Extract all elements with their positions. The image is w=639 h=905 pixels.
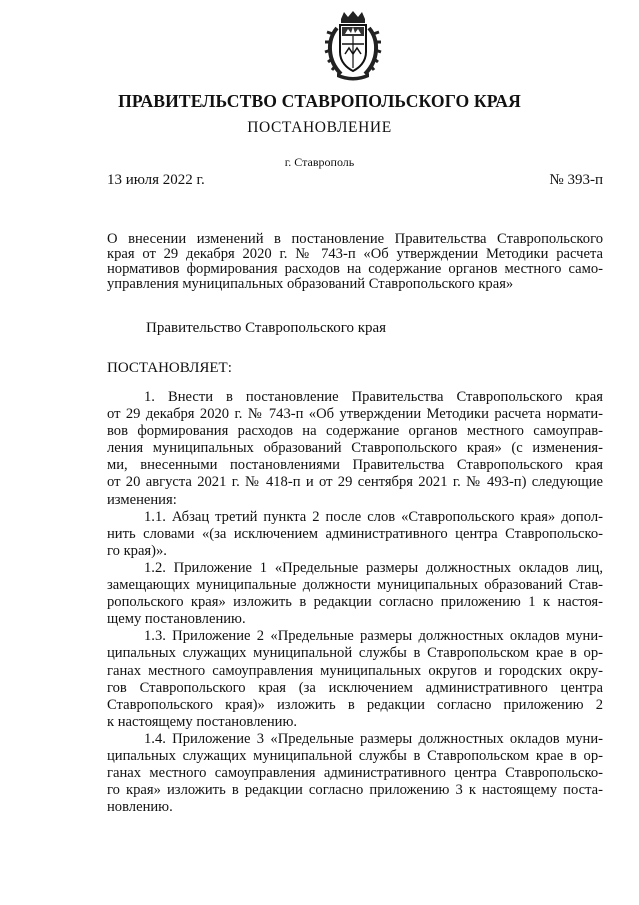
- document-type: ПОСТАНОВЛЕНИЕ: [247, 119, 392, 136]
- body-line: замещающих муниципальные должности муниципальных образований Став-: [107, 577, 603, 594]
- issuing-body: Правительство Ставропольского края: [146, 320, 387, 336]
- body-line: гов Ставропольского края (за исключением административного центра: [107, 679, 603, 696]
- body-line: ления муниципальных образований Ставропольского края» (с изменения-: [107, 440, 603, 457]
- city-label: г. Ставрополь: [284, 155, 355, 169]
- organization-title: ПРАВИТЕЛЬСТВО СТАВРОПОЛЬСКОГО КРАЯ: [118, 91, 521, 111]
- body-line: щему постановлению.: [107, 611, 246, 628]
- body-line: от 29 декабря 2020 г. № 743-п «Об утверждении Методики расчета нормати-: [107, 406, 603, 423]
- body-line: от 20 августа 2021 г. № 418-п и от 29 сентября 2021 г. № 493-п) следующие: [107, 474, 603, 491]
- document-subject: [107, 232, 603, 292]
- body-line: ми, внесенными постановлениями Правительства Ставропольского края: [107, 457, 603, 474]
- body-line: Ставропольского края)» изложить в редакции согласно приложению 2: [107, 696, 603, 713]
- subject-line: управления муниципальных образований Ставропольского края»: [107, 275, 514, 292]
- document-date: 13 июля 2022 г.: [107, 172, 205, 188]
- body-line: новлению.: [107, 799, 173, 816]
- body-line: ципальных служащих муниципальной службы в Ставропольском крае в ор-: [107, 645, 603, 662]
- subject-line: О внесении изменений в постановление Правительства Ставропольского: [107, 231, 603, 247]
- body-line: ганах местного самоуправления муниципальных округов и городских окру-: [107, 662, 603, 679]
- body-line: го края)».: [107, 542, 167, 559]
- document-number: № 393-п: [549, 172, 603, 188]
- body-line: го края» изложить в редакции согласно приложению 3 к настоящему поста-: [107, 782, 603, 799]
- subject-line: нормативов формирования расходов на содержание органов местного само-: [107, 260, 603, 277]
- body-line: 1. Внести в постановление Правительства Ставропольского края: [144, 389, 603, 405]
- subject-line: края от 29 декабря 2020 г. № 743-п «Об утверждении Методики расчета: [107, 245, 603, 262]
- body-line: 1.3. Приложение 2 «Предельные размеры должностных окладов муни-: [144, 628, 603, 645]
- body-line: нить словами «(за исключением административного центра Ставропольско-: [107, 525, 603, 542]
- resolves-heading: ПОСТАНОВЛЯЕТ:: [107, 360, 232, 376]
- body-line: 1.4. Приложение 3 «Предельные размеры должностных окладов муни-: [144, 730, 603, 747]
- body-line: ганах местного самоуправления административного центра Ставропольско-: [107, 765, 603, 782]
- body-line: вов формирования расходов на содержание органов местного самоуправ-: [107, 423, 603, 440]
- body-line: 1.1. Абзац третий пункта 2 после слов «Ставропольского края» допол-: [144, 508, 603, 525]
- body-line: 1.2. Приложение 1 «Предельные размеры должностных окладов лиц,: [144, 559, 603, 576]
- coat-of-arms-emblem: [323, 10, 383, 82]
- document-body: [107, 389, 603, 816]
- body-line: изменения:: [107, 491, 177, 508]
- body-line: ропольского края» изложить в редакции согласно приложению 1 к настоя-: [107, 594, 603, 611]
- body-line: ципальных служащих муниципальной службы в Ставропольском крае в ор-: [107, 747, 603, 764]
- body-line: к настоящему постановлению.: [107, 713, 298, 730]
